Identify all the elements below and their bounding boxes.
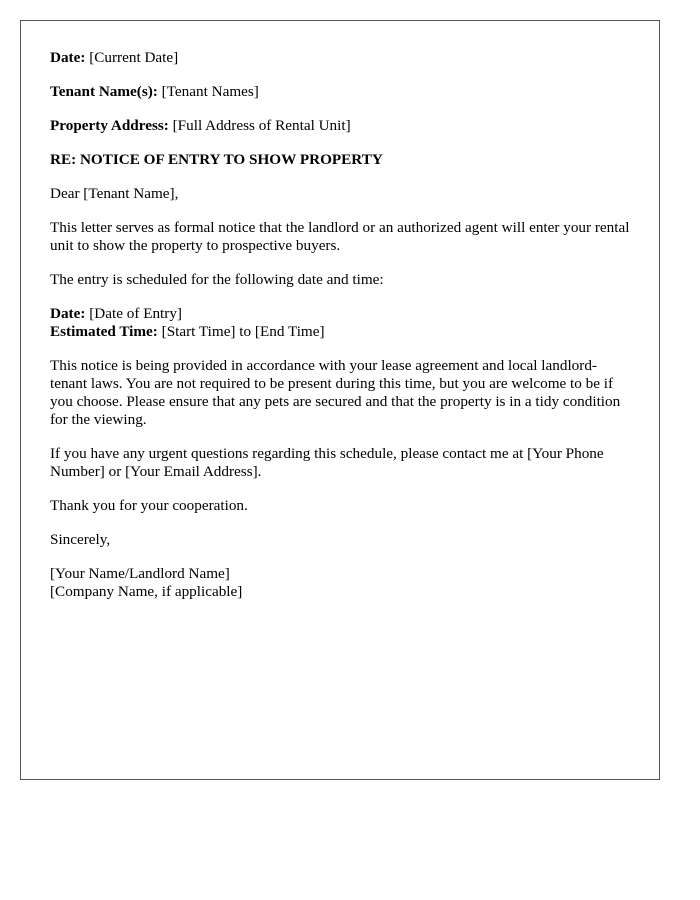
entry-time-label: Estimated Time: — [50, 323, 158, 340]
letter-page — [20, 20, 660, 780]
contact-paragraph: If you have any urgent questions regarding this schedule, please contact me at [Your Phone Number] or [Your Email Address]. — [50, 445, 604, 480]
address-label: Property Address: — [50, 117, 169, 134]
tenant-value: [Tenant Names] — [161, 83, 259, 100]
entry-time-line — [50, 323, 631, 341]
signature-block — [50, 565, 631, 601]
intro-paragraph: This letter serves as formal notice that the landlord or an authorized agent will enter your rental unit to show the property to prospective buyers. — [50, 219, 630, 254]
address-value: [Full Address of Rental Unit] — [172, 117, 351, 134]
entry-time-value: [Start Time] to [End Time] — [161, 323, 325, 340]
entry-date-line — [50, 305, 631, 323]
salutation: Dear [Tenant Name], — [50, 185, 179, 202]
tenant-label: Tenant Name(s): — [50, 83, 158, 100]
date-line — [50, 49, 631, 67]
tenant-line — [50, 83, 631, 101]
signature-name: [Your Name/Landlord Name] — [50, 565, 230, 582]
date-label: Date: — [50, 49, 86, 66]
signature-company: [Company Name, if applicable] — [50, 583, 243, 600]
address-line — [50, 117, 631, 135]
signoff: Sincerely, — [50, 531, 111, 548]
schedule-intro: The entry is scheduled for the following date and time: — [50, 271, 384, 288]
notice-paragraph: This notice is being provided in accordance with your lease agreement and local landlord-tenant laws. You are not required to be present during this time, but you are welcome to be if you choose. Please ensure that any pets are secured and that the property is in a tidy condition for the viewing. — [50, 357, 621, 428]
thanks-paragraph: Thank you for your cooperation. — [50, 497, 248, 514]
entry-date-value: [Date of Entry] — [89, 305, 182, 322]
subject-heading: RE: NOTICE OF ENTRY TO SHOW PROPERTY — [50, 151, 383, 168]
entry-date-label: Date: — [50, 305, 86, 322]
date-value: [Current Date] — [89, 49, 179, 66]
